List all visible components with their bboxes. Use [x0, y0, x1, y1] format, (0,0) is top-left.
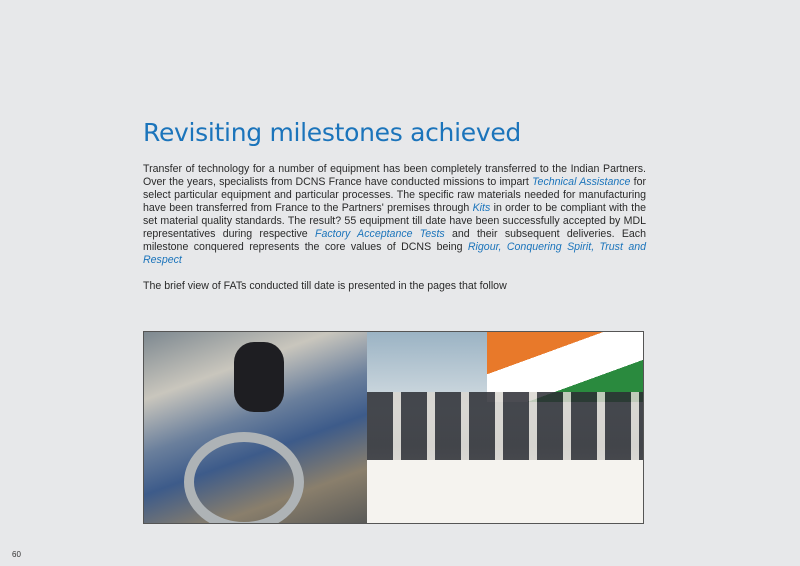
highlight-core-values: Rigour, Conquering Spirit, Trust and Respect — [143, 241, 646, 266]
body-paragraph — [143, 163, 646, 267]
text-segment: and their subsequent deliveries. Each milestone conquered represents the core values of DCNS being — [143, 228, 646, 253]
text-segment: for select particular equipment and particular processes. The specific raw materials needed for manufacturing have been transferred from France to the Partners' premises through — [143, 176, 646, 214]
welding-photo — [144, 332, 367, 523]
highlight-kits: Kits — [472, 202, 491, 214]
highlight-technical-assistance: Technical Assistance — [532, 176, 631, 188]
text-segment: in order to be compliant with the set material quality standards. The result? 55 equipment till date have been successfully accepted by MDL representatives during respective — [143, 202, 646, 240]
photo-strip — [143, 331, 644, 524]
text-segment: Transfer of technology for a number of equipment has been completely transferred to the Indian Partners. Over the years, specialists from DCNS France have conducted missions to impart — [143, 163, 646, 188]
highlight-fat: Factory Acceptance Tests — [314, 228, 445, 240]
page-title: Revisiting milestones achieved — [143, 118, 521, 147]
brief-text: The brief view of FATs conducted till date is presented in the pages that follow — [143, 280, 507, 292]
inauguration-photo — [367, 332, 643, 523]
page-number: 60 — [12, 550, 21, 559]
